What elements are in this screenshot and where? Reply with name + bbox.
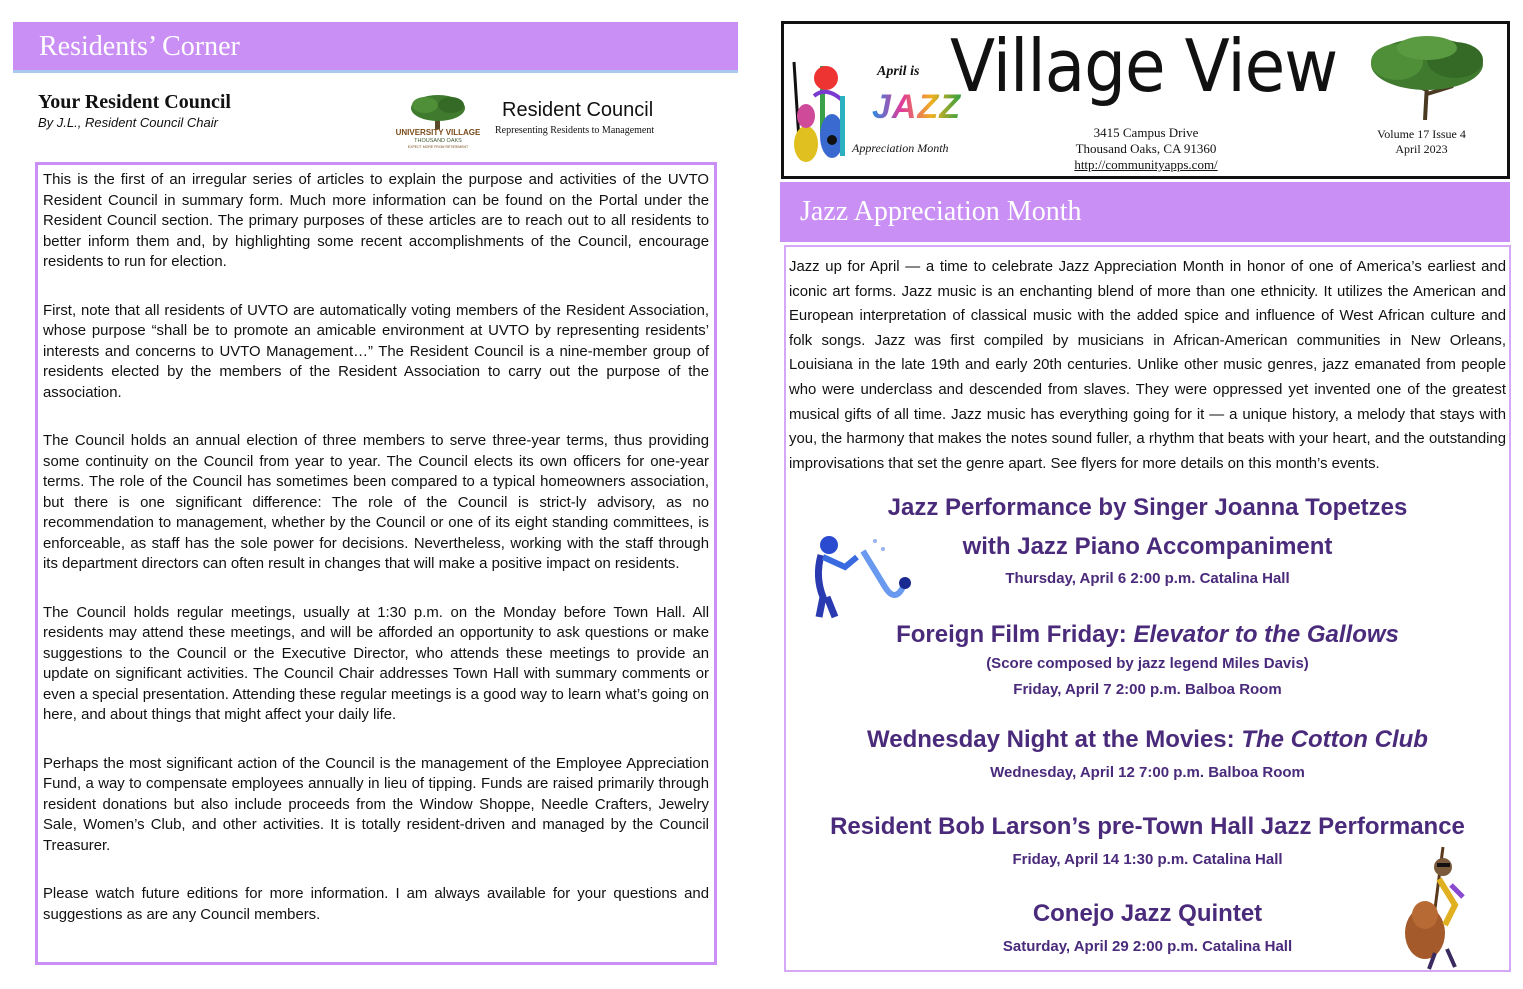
- article-paragraph: The Council holds an annual election of three members to serve three-year terms, thus providing some continuity on the Council from year to year. The Council elects its own officers for one-year terms. The role of the Council has sometimes been compared to a typical homeowners association, but there is one significant difference: The role of the Council is strict-ly advisory, as no recommendation to management, whether by the Council or one of its eight standing committees, is enforceable, as staff has the sole power for decisions. Nevertheless, working with the staff through its department directors can often result in changes that will make a positive impact on residents.: [43, 433, 709, 572]
- event-title: Conejo Jazz Quintet: [1032, 900, 1263, 927]
- logo-name-line1: UNIVERSITY VILLAGE: [395, 128, 481, 137]
- address-city: Thousand Oaks, CA 91360: [1075, 141, 1217, 156]
- section-banner-residents-corner: [13, 22, 738, 73]
- event-title-prefix: Foreign Film Friday:: [896, 621, 1134, 648]
- oak-tree-icon: [1367, 34, 1489, 120]
- banner-title: Residents’ Corner: [39, 31, 240, 62]
- event-detail: Saturday, April 29 2:00 p.m. Catalina Hall: [1002, 938, 1293, 955]
- article-byline: By J.L., Resident Council Chair: [38, 115, 218, 130]
- section-banner-jazz-month: [780, 182, 1510, 242]
- university-village-logo: [393, 93, 483, 149]
- film-title: The Cotton Club: [1241, 726, 1428, 753]
- event-title-prefix: Wednesday Night at the Movies:: [867, 726, 1242, 753]
- article-body-box: [35, 162, 717, 965]
- newsletter-title: Village View: [950, 24, 1338, 109]
- film-title: Elevator to the Gallows: [1133, 621, 1399, 648]
- event-detail: Friday, April 14 1:30 p.m. Catalina Hall: [1012, 851, 1283, 868]
- event-detail: Wednesday, April 12 7:00 p.m. Balboa Room: [990, 764, 1305, 781]
- april-is-label: April is: [877, 64, 920, 79]
- event-title: [790, 620, 1505, 650]
- jazz-intro-paragraph: Jazz up for April — a time to celebrate Jazz Appreciation Month in honor of one of America’s earliest and iconic art forms. Jazz music is an enchanting blend of more than one ethnicity. It utilizes the American and European interpretation of classical music with the added spice and influence of West African culture and folk songs. Jazz was first compiled by musicians in African-American communities in New Orleans, Louisiana in the late 19th and early 20th centuries. Unlike other music genres, jazz emanated from people who were underclass and descended from slaves. They were oppressed yet invented one of the greatest musical gifts of all time. Jazz music has everything going for it — a unique history, a melody that stays with you, the harmony that makes the notes sound fuller, a rhythm that beats with your heart, and the outstanding improvisations that set the genre apart. See flyers for more details on this month’s events.: [789, 259, 1506, 472]
- article-paragraph: This is the first of an irregular series of articles to explain the purpose and activities of the UVTO Resident Council in summary form. Much more information can be found on the Portal under the Resident Council section. The primary purposes of these articles are to reach out to all residents to better inform them and, by highlighting some recent accomplishments of the Council, encourage residents to run for election.: [43, 172, 709, 270]
- article-paragraph: Please watch future editions for more information. I am always available for your questions and suggestions as are any Council members.: [43, 886, 709, 923]
- jazz-instruments-art: [786, 56, 852, 168]
- article-paragraph: Perhaps the most significant action of the Council is the management of the Employee Appreciation Fund, a way to compensate employees annually in lieu of tipping. Funds are raised primarily through resident donations but also include proceeds from the Window Shoppe, Needle Crafters, Jewelry Sale, Women’s Club, and other activities. It is totally resident-driven and managed by the Council Treasurer.: [43, 755, 709, 854]
- bass-player-icon: [1395, 845, 1467, 970]
- event-detail: Friday, April 7 2:00 p.m. Balboa Room: [1013, 681, 1282, 698]
- jazz-text: JAZZ: [872, 88, 961, 126]
- article-heading: Your Resident Council: [38, 91, 231, 113]
- jazz-word: [872, 88, 961, 127]
- logo-name-line2: THOUSAND OAKS: [414, 138, 462, 144]
- logo-tagline: EXPECT MORE FROM RETIREMENT: [407, 145, 469, 149]
- address-street: 3415 Campus Drive: [1093, 125, 1199, 140]
- banner-title: Jazz Appreciation Month: [800, 196, 1082, 227]
- event-note: (Score composed by jazz legend Miles Davis): [986, 655, 1309, 672]
- event-title-line2: with Jazz Piano Accompaniment: [962, 533, 1333, 560]
- resident-council-label: Resident Council: [502, 99, 654, 121]
- issue-info: [1349, 127, 1494, 157]
- event-detail: Thursday, April 6 2:00 p.m. Catalina Hall: [1005, 570, 1290, 587]
- event-title: Resident Bob Larson’s pre-Town Hall Jazz Performance: [830, 813, 1465, 840]
- article-paragraph: First, note that all residents of UVTO are automatically voting members of the Resident Association, whose purpose “shall be to promote an amicable environment at UVTO by representing residents’ interests and concerns to UVTO Management…” The Resident Council is a nine-member group of residents elected by the members of the Resident Association to carry out the purpose of the association.: [43, 302, 709, 401]
- volume-issue: Volume 17 Issue 4: [1377, 127, 1466, 141]
- event-title: [790, 725, 1505, 755]
- appreciation-month-label: Appreciation Month: [852, 141, 949, 155]
- website-link[interactable]: http://communityapps.com/: [1074, 157, 1218, 172]
- issue-date: April 2023: [1395, 142, 1448, 156]
- article-paragraph: The Council holds regular meetings, usually at 1:30 p.m. on the Monday before Town Hall. All residents may attend these meetings, and will be afforded an opportunity to ask questions or make suggestions to the Council or the Executive Director, who attends these meetings to provide an update on significant activities. The Council Chair addresses Town Hall with summary comments or even a special presentation. Attending these regular meetings is a good way to learn what’s going on here, and about things that might affect your daily life.: [43, 604, 709, 723]
- event-title: Jazz Performance by Singer Joanna Topetzes: [887, 494, 1408, 521]
- resident-council-subtitle: Representing Residents to Management: [495, 125, 655, 136]
- saxophone-player-icon: [805, 527, 915, 619]
- masthead-address: [1040, 125, 1252, 173]
